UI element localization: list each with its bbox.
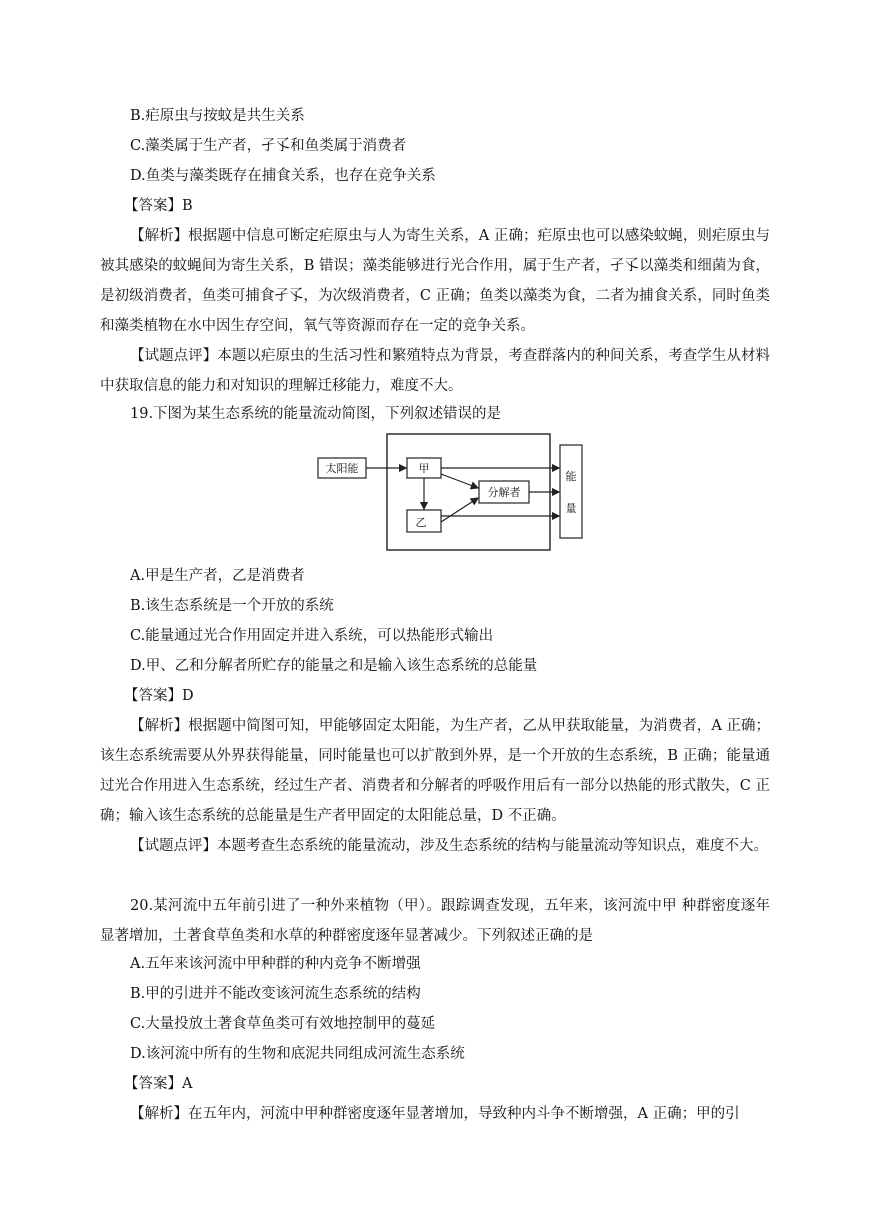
energy-flow-svg [312,430,594,558]
q18-comment: 【试题点评】本题以疟原虫的生活习性和繁殖特点为背景，考查群落内的种间关系，考查学生从材料中获取信息的能力和对知识的理解迁移能力，难度不大。 [100,348,770,394]
sun-label: 太阳能 [325,462,359,475]
q19-option-b: B.该生态系统是一个开放的系统 [130,598,334,614]
q18-option-c: C.藻类属于生产者，孑孓和鱼类属于消费者 [130,138,407,154]
q20-option-b: B.甲的引进并不能改变该河流生态系统的结构 [130,986,421,1002]
q18-analysis: 【解析】根据题中信息可断定疟原虫与人为寄生关系，A 正确；疟原虫也可以感染蚊蝇，则疟原虫与被其感染的蚊蝇间为寄生关系，B 错误；藻类能够进行光合作用，属于生产者，孑孓以藻类和细菌为食，是初级消费者，鱼类可捕食孑孓，为次级消费者，C 正确；鱼类以藻类为食，二者为捕食关系，同时鱼类和藻类植物在水中因生存空间，氧气等资源而存在一定的竞争关系。 [100,228,770,334]
energy-label-top: 能 [565,470,577,483]
q19-stem: 19.下图为某生态系统的能量流动简图，下列叙述错误的是 [130,406,502,422]
energy-flow-diagram [312,430,594,558]
decomposer-label: 分解者 [487,486,521,499]
q19-option-d: D.甲、乙和分解者所贮存的能量之和是输入该生态系统的总能量 [130,658,538,674]
q19-answer: 【答案】D [124,688,194,704]
q20-option-c: C.大量投放土著食草鱼类可有效地控制甲的蔓延 [130,1016,436,1032]
q19-option-a: A.甲是生产者，乙是消费者 [130,568,305,584]
q20-analysis: 【解析】在五年内，河流中甲种群密度逐年显著增加，导致种内斗争不断增强，A 正确；甲的引 [130,1106,740,1122]
energy-box [560,445,582,538]
arrow-producer-to-decomposer [441,474,478,488]
q20-option-d: D.该河流中所有的生物和底泥共同组成河流生态系统 [130,1046,465,1062]
q20-stem: 20.某河流中五年前引进了一种外来植物（甲）。跟踪调查发现，五年来，该河流中甲 种群密度逐年显著增加，土著食草鱼类和水草的种群密度逐年显著减少。下列叙述正确的是 [100,898,770,944]
q19-option-c: C.能量通过光合作用固定并进入系统，可以热能形式输出 [130,628,494,644]
energy-label-bottom: 量 [565,502,577,515]
arrow-consumer-to-decomposer [441,498,478,522]
q18-option-b: B.疟原虫与按蚊是共生关系 [130,108,305,124]
q20-answer: 【答案】A [124,1076,193,1092]
q18-option-d: D.鱼类与藻类既存在捕食关系，也存在竞争关系 [130,168,436,184]
q19-analysis: 【解析】根据题中简图可知，甲能够固定太阳能，为生产者，乙从甲获取能量，为消费者，A 正确；该生态系统需要从外界获得能量，同时能量也可以扩散到外界，是一个开放的生态系统，B 正确；能量通过光合作用进入生态系统，经过生产者、消费者和分解者的呼吸作用后有一部分以热能的形式散失，C 正确；输入该生态系统的总能量是生产者甲固定的太阳能总量，D 不正确。 [100,718,770,824]
q19-comment: 【试题点评】本题考查生态系统的能量流动，涉及生态系统的结构与能量流动等知识点，难度不大。 [130,838,768,854]
consumer-label: 乙 [415,516,427,529]
q18-answer: 【答案】B [124,198,193,214]
q20-option-a: A.五年来该河流中甲种群的种内竞争不断增强 [130,956,421,972]
producer-label: 甲 [418,462,430,475]
